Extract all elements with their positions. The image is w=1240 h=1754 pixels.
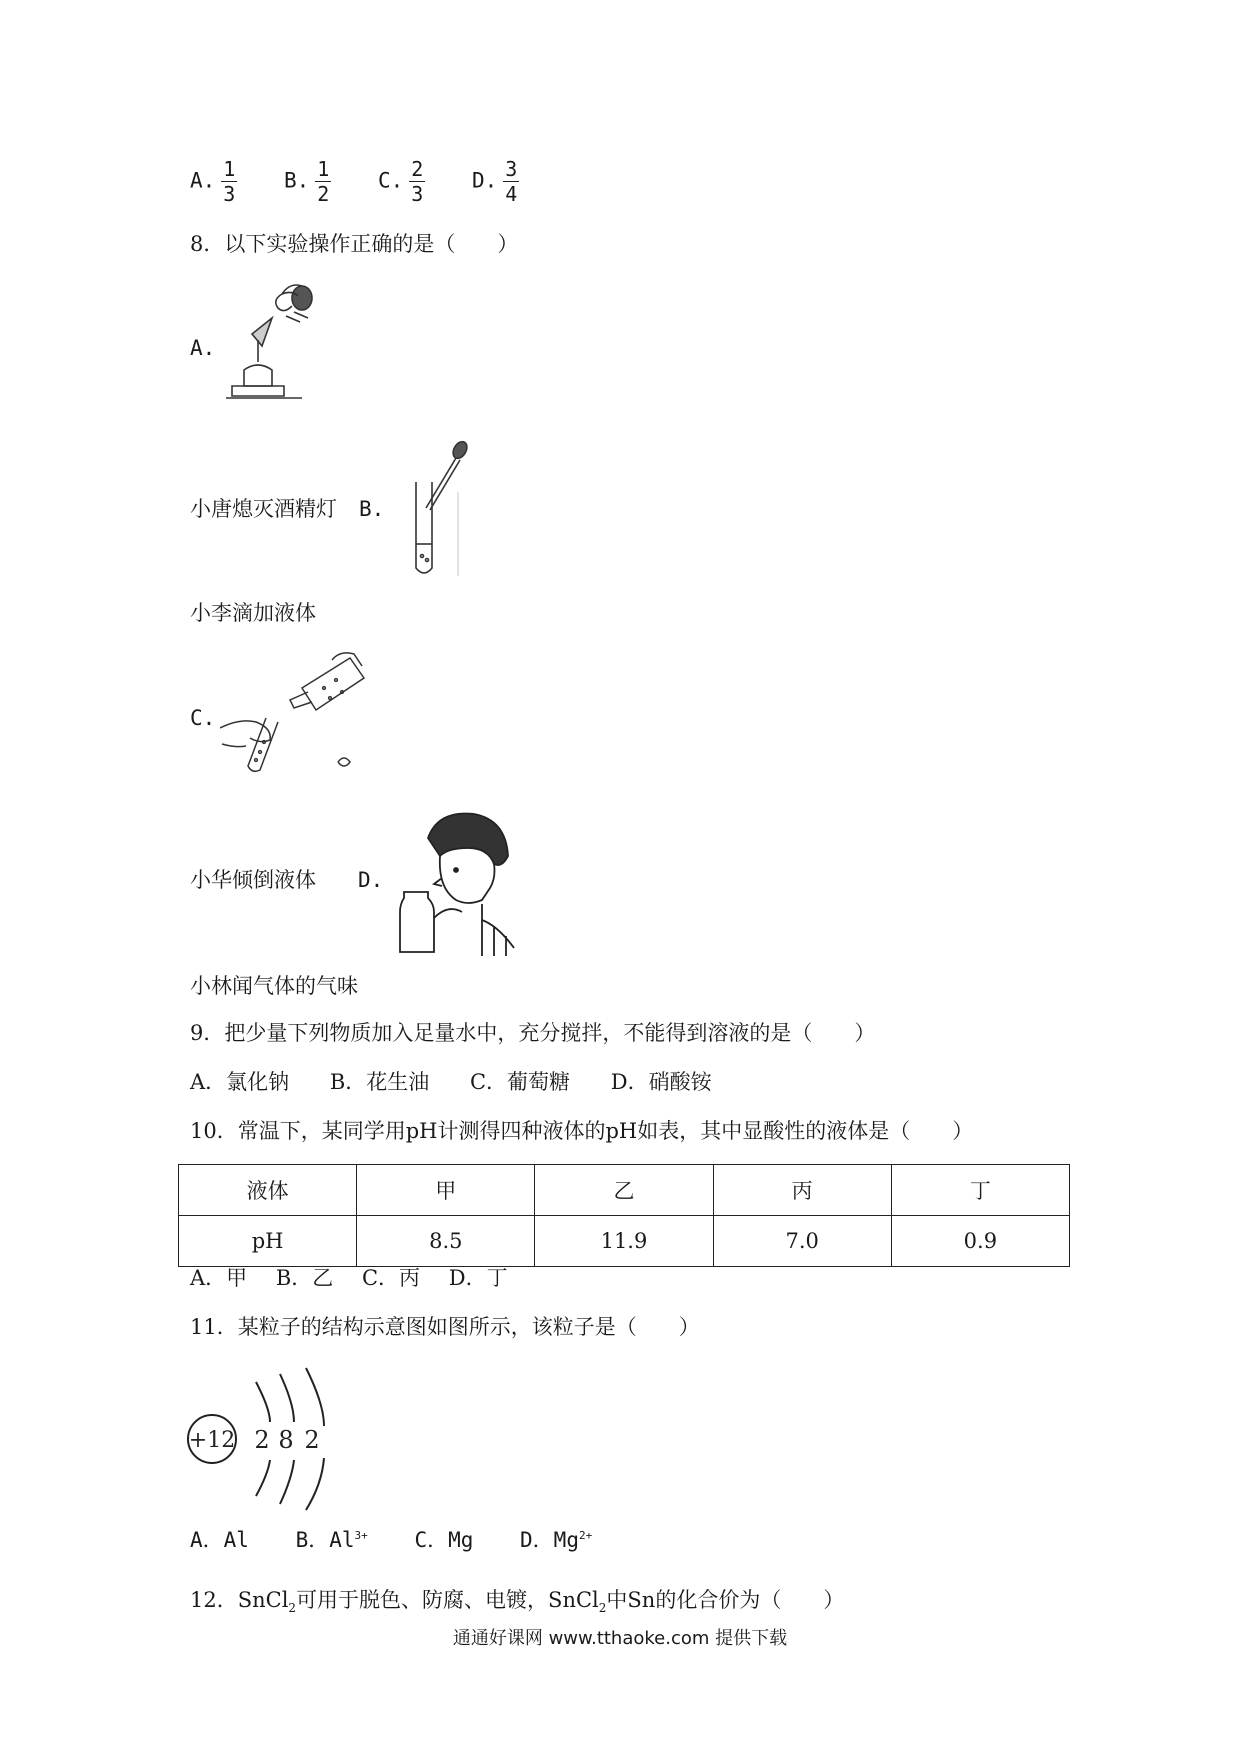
shell-1-electrons: 2 [254,1426,270,1454]
atomic-structure-diagram [184,1364,344,1514]
q7-options [190,158,553,205]
q9-option-b: B．花生油 [329,1070,430,1094]
q7-option-b: B. $\frac{1}{2}$ [284,157,330,206]
ph-table-cell: 0.9 [891,1216,1069,1267]
q9-option-c: C．葡萄糖 [469,1070,571,1094]
q8-option-b-label: B. [359,497,385,521]
q8-option-c-label: C. [190,706,216,730]
alcohol-lamp-blowing-figure [222,276,322,408]
q11-option-b: B．$Al^{3+}$ [295,1528,368,1552]
q12-stem: 12．SnCl$_2$可用于脱色、防腐、电镀，SnCl$_2$中Sn的化合价为（ ） [190,1588,845,1616]
nucleus-charge: +12 [188,1428,236,1453]
q11-option-c: C．Mg [414,1528,474,1552]
ph-table-header-row [179,1165,1070,1216]
ph-table-cell: pH [179,1216,357,1267]
shell-2-electrons: 8 [278,1426,294,1454]
ph-table-header-cell: 丙 [713,1165,891,1216]
q8-option-a-label: A. [190,336,216,360]
ph-table-cell: 11.9 [535,1216,713,1267]
q9-option-d: D．硝酸铵 [610,1070,712,1094]
q8-option-c-caption: 小华倾倒液体 D. [190,868,384,892]
q10-option-d: D．丁 [448,1266,508,1290]
q11-option-d: D．$Mg^{2+}$ [520,1528,593,1552]
ph-table-cell: 8.5 [357,1216,535,1267]
q7-option-c: C. $\frac{2}{3}$ [378,157,424,206]
q8-option-d-label: D. [358,868,384,892]
dropper-test-tube-figure [398,436,478,580]
q7-option-d: D. $\frac{3}{4}$ [472,157,518,206]
page-footer: 通通好课网 www.tthaoke.com 提供下载 [452,1628,788,1649]
ph-table-cell: 7.0 [713,1216,891,1267]
ph-table-header-cell: 液体 [179,1165,357,1216]
q8-option-d-caption: 小林闻气体的气味 [190,974,358,998]
q11-stem: 11．某粒子的结构示意图如图所示，该粒子是（ ） [190,1315,700,1339]
ph-table-header-cell: 丁 [891,1165,1069,1216]
q9-options [190,1066,746,1096]
q10-option-c: C．丙 [361,1266,421,1290]
q8-option-b-caption: 小李滴加液体 [190,601,316,625]
q11-options [190,1524,626,1554]
q8-option-a-caption: 小唐熄灭酒精灯 B. [190,497,385,521]
q10-option-b: B．乙 [275,1266,334,1290]
q10-options [190,1262,530,1292]
q7-option-a: A. $\frac{1}{3}$ [190,157,236,206]
ph-table-header-cell: 乙 [535,1165,713,1216]
ph-table [178,1164,1070,1267]
shell-3-electrons: 2 [304,1426,320,1454]
q11-option-a: A．Al [190,1528,249,1552]
pouring-liquid-figure [220,648,372,780]
q10-option-a: A．甲 [190,1266,248,1290]
q8-stem: 8．以下实验操作正确的是（ ） [190,232,519,256]
ph-table-row [179,1216,1070,1267]
smelling-gas-figure [398,808,516,956]
q9-stem: 9．把少量下列物质加入足量水中，充分搅拌，不能得到溶液的是（ ） [190,1021,876,1045]
q10-stem: 10．常温下，某同学用pH计测得四种液体的pH如表，其中显酸性的液体是（ ） [190,1119,974,1143]
ph-table-header-cell: 甲 [357,1165,535,1216]
q9-option-a: A．氯化钠 [190,1070,290,1094]
